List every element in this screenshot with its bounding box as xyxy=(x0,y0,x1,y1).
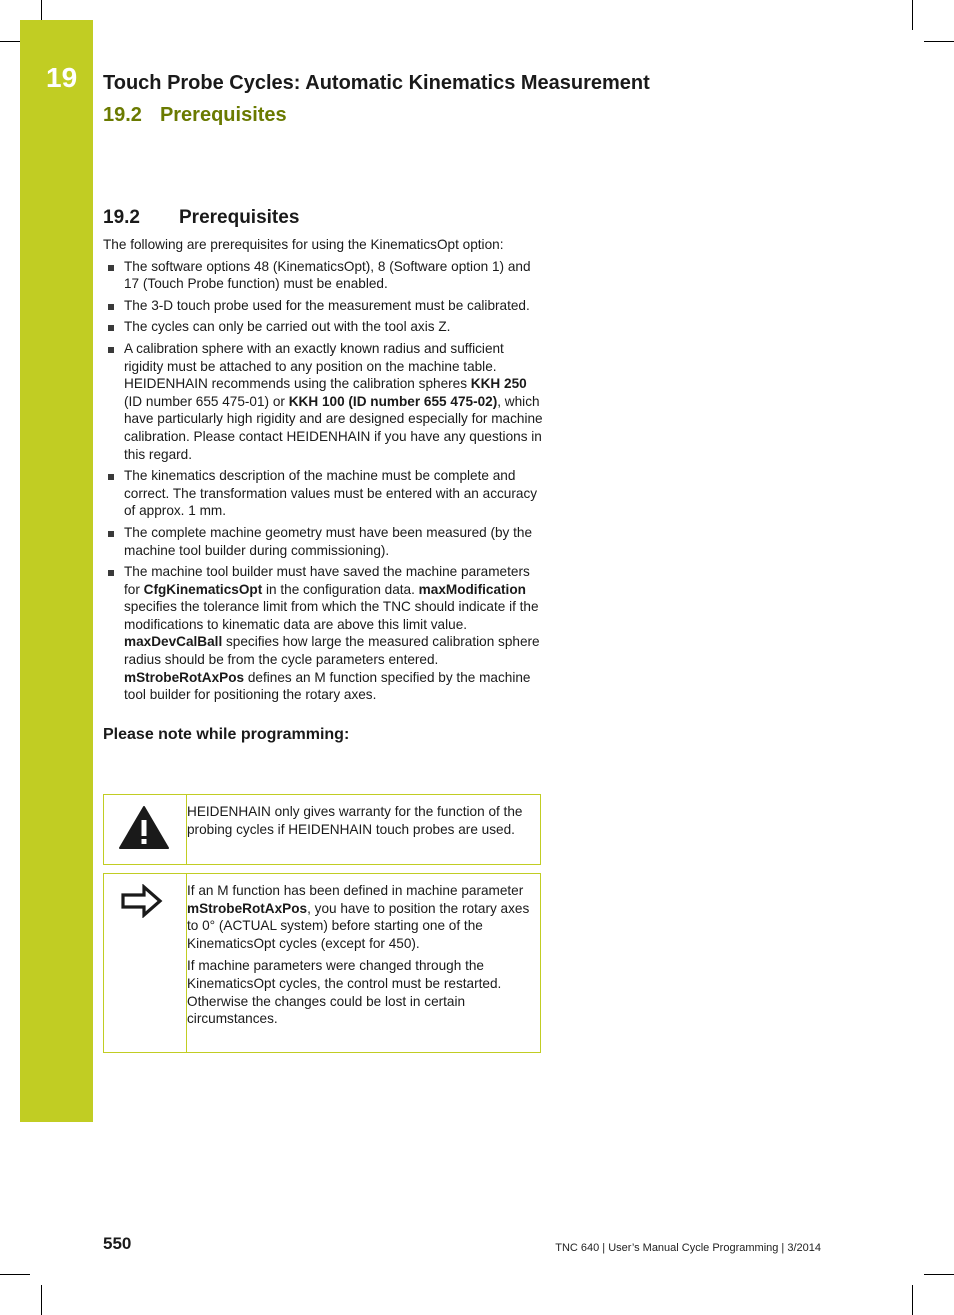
text-run: The kinematics description of the machine must be complete and correct. The transformation values must be entered with an accuracy of approx. 1 mm. xyxy=(124,468,538,519)
text-run: The cycles can only be carried out with the tool axis Z. xyxy=(124,319,451,335)
list-item xyxy=(103,563,543,704)
intro-paragraph: The following are prerequisites for using the KinematicsOpt option: xyxy=(103,237,504,252)
bold-term: KKH 250 xyxy=(470,376,527,392)
warning-icon xyxy=(118,805,170,856)
page-number: 550 xyxy=(103,1234,132,1253)
bold-term: mStrobeRotAxPos xyxy=(124,669,245,685)
list-item xyxy=(103,340,543,463)
main-content xyxy=(103,206,543,746)
crop-mark xyxy=(912,1285,913,1315)
text-run: The complete machine geometry must have been measured (by the machine tool builder during commissioning). xyxy=(124,524,533,558)
info-note-box xyxy=(103,873,541,1053)
text-run: , you have to position the rotary axes to 0° (ACTUAL system) before starting one of the KinematicsOpt cycles (except for 450). xyxy=(187,900,530,951)
crop-mark xyxy=(41,1285,42,1315)
crop-mark xyxy=(912,0,913,30)
bold-term: CfgKinematicsOpt xyxy=(143,581,263,597)
running-header-section xyxy=(103,104,287,127)
text-run: , which have particularly high rigidity and are designed especially for machine calibration. Please contact HEIDENHAIN if you have any questions in this regard. xyxy=(124,393,543,462)
text-run: defines an M function specified by the machine tool builder for positioning the rotary axes. xyxy=(124,669,531,703)
bold-term: KKH 100 (ID number 655 475-02) xyxy=(288,393,498,409)
text-run: The software options 48 (KinematicsOpt), 8 (Software option 1) and 17 (Touch Probe function) must be enabled. xyxy=(124,258,531,292)
list-item xyxy=(103,318,543,336)
text-run: The 3-D touch probe used for the measurement must be calibrated. xyxy=(124,297,530,313)
bold-term: mStrobeRotAxPos xyxy=(187,900,308,916)
text-run: If an M function has been defined in machine parameter xyxy=(187,883,524,898)
chapter-color-bar xyxy=(20,20,93,1122)
text-run: The machine tool builder must have saved the machine parameters for xyxy=(124,564,530,597)
crop-mark xyxy=(924,41,954,42)
note-paragraph xyxy=(187,882,534,952)
text-run: A calibration sphere with an exactly known radius and sufficient rigidity must be attached to any position on the machine table. HEIDENHAIN recommends using the calibration spheres xyxy=(124,340,504,392)
programming-notes-heading: Please note while programming: xyxy=(103,725,350,743)
text-run: HEIDENHAIN only gives warranty for the function of the probing cycles if HEIDENHAIN touch probes are used. xyxy=(187,804,523,837)
section-number: 19.2 xyxy=(103,207,140,228)
crop-mark xyxy=(41,0,42,20)
list-item xyxy=(103,524,543,559)
list-item xyxy=(103,297,543,315)
crop-mark xyxy=(0,1274,30,1275)
info-note-text xyxy=(187,882,534,1028)
running-header-title: Touch Probe Cycles: Automatic Kinematics Measurement xyxy=(103,72,650,94)
bold-term: maxModification xyxy=(418,581,526,597)
crop-mark xyxy=(924,1274,954,1275)
text-run: specifies how large the measured calibration sphere radius should be from the cycle parameters entered. xyxy=(124,634,540,668)
document-reference: TNC 640 | User’s Manual Cycle Programming | 3/2014 xyxy=(555,1242,821,1254)
prerequisites-list xyxy=(103,258,543,704)
warning-note-text xyxy=(187,803,534,838)
text-run: specifies the tolerance limit from which the TNC should indicate if the modifications to kinematic data are above this limit value. xyxy=(124,599,539,632)
text-run: in the configuration data. xyxy=(262,581,419,597)
bold-term: maxDevCalBall xyxy=(124,634,223,650)
section-title: Prerequisites xyxy=(179,207,300,228)
text-run: (ID number 655 475-01) or xyxy=(124,393,289,409)
text-run: If machine parameters were changed through the KinematicsOpt cycles, the control must be restarted. Otherwise the changes could be lost in certain circumstances. xyxy=(187,958,502,1027)
running-header-section-number: 19.2 xyxy=(103,104,142,126)
arrow-right-icon xyxy=(120,884,164,923)
note-paragraph xyxy=(187,957,534,1027)
running-header-section-title: Prerequisites xyxy=(159,104,287,126)
chapter-number: 19 xyxy=(46,62,78,93)
list-item xyxy=(103,258,543,293)
warning-note-box xyxy=(103,794,541,865)
list-item xyxy=(103,467,543,520)
section-heading xyxy=(103,206,543,230)
note-paragraph xyxy=(187,803,534,838)
crop-mark xyxy=(0,41,20,42)
